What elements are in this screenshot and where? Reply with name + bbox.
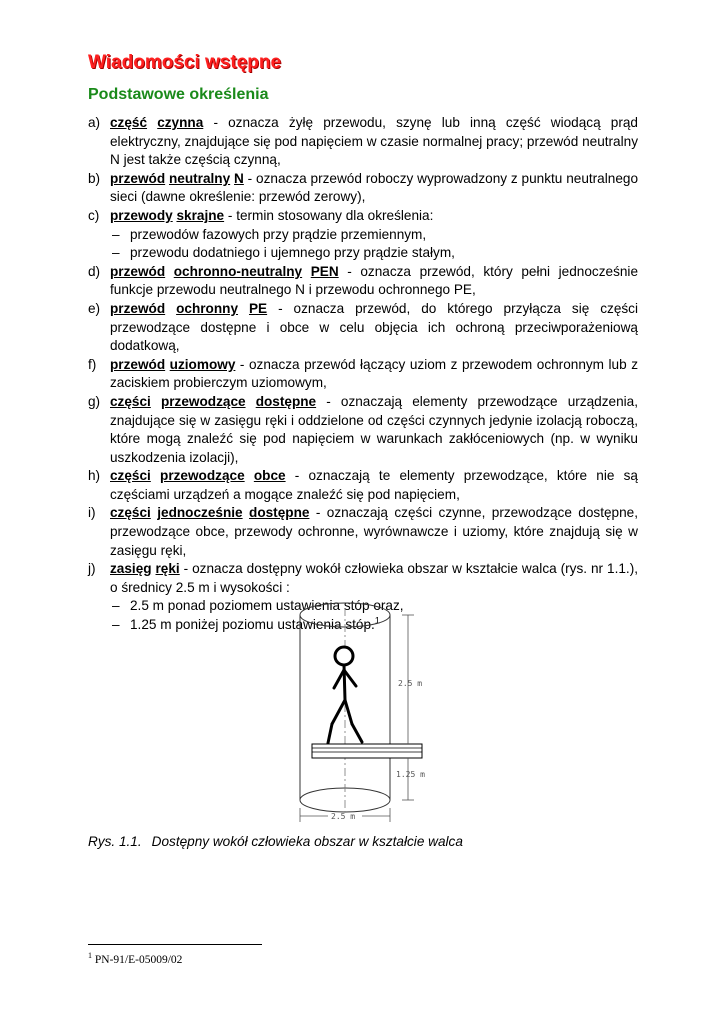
definition-item (88, 504, 638, 560)
definition-text: - oznacza przewód, który pełni jednocześnie funkcje przewodu neutralnego N i przewodu ochronnego PE, (110, 263, 639, 298)
definition-text: - oznacza przewód łączący uziom z przewodem ochronnym lub z zaciskiem probierczym uziomowym, (110, 356, 638, 391)
sub-list-item: – 2.5 m ponad poziomem ustawienia stóp oraz, (88, 597, 638, 616)
dash-bullet: – (112, 617, 120, 633)
section-title: Podstawowe określenia (88, 86, 269, 103)
definition-item (88, 114, 638, 170)
person-icon (328, 647, 362, 743)
term: obce (253, 468, 286, 484)
term: części (110, 505, 151, 521)
term: N (234, 170, 244, 186)
term: PEN (310, 263, 339, 279)
term: części (110, 393, 151, 409)
term: zasięg (110, 561, 152, 577)
footnote-text: PN-91/E-05009/02 (94, 954, 183, 966)
height-above-label: 2.5 m (398, 679, 423, 688)
footnote-ref: 1 (374, 615, 380, 626)
definition-item (88, 170, 638, 207)
item-label: e) (88, 300, 101, 316)
term: przewód (110, 170, 166, 186)
definition-text: - oznacza żyłę przewodu, szynę lub inną część wiodącą prąd elektryczny, znajdujące się pod napięciem w czasie normalnej pracy; przewód neutralny N jest także częścią czynną, (110, 115, 638, 168)
definition-text: - oznacza przewód, do którego przyłącza się części przewodzące dostępne i obce w celu objęcia ich ochroną przeciwporażeniową dodatkową, (110, 300, 639, 354)
caption-label: Rys. 1.1. (88, 834, 142, 849)
dash-bullet: – (112, 598, 120, 614)
term: jednocześnie (157, 505, 243, 521)
term: dostępne (255, 393, 317, 409)
term: przewód (110, 263, 166, 279)
cylinder-figure (290, 600, 440, 825)
item-label: c) (88, 207, 100, 223)
height-below-label: 1.25 m (396, 770, 425, 779)
definition-text: - termin stosowany dla określenia: (224, 207, 434, 223)
term: przewody (110, 207, 173, 223)
term: ochronny (176, 300, 239, 316)
definition-text: - oznaczają części czynne, przewodzące dostępne, przewodzące obce, przewody ochronne, wyrównawcze i uziomy, które znajdują się w zasięgu ręki, (110, 505, 638, 558)
definition-item (88, 263, 638, 300)
term: uziomowy (169, 356, 236, 372)
figure-caption (88, 834, 463, 849)
definition-text: - oznaczają elementy przewodzące urządzenia, znajdujące się w zasięgu ręki i oddzielone od części czynnych jedynie izolacją roboczą, które mogą znaleźć się pod napięciem w warunkach zakłóceniowych (np. w wyniku uszkodzenia izolacji), (110, 393, 638, 465)
footnote (88, 951, 183, 966)
definition-item (88, 300, 638, 356)
term: dostępne (249, 505, 310, 521)
item-label: g) (88, 393, 101, 409)
definition-item (88, 467, 638, 504)
dash-bullet: – (112, 226, 120, 242)
term: PE (248, 300, 268, 316)
sub-list-item: – przewodu dodatniego i ujemnego przy prądzie stałym, (88, 244, 638, 263)
diameter-label: 2.5 m (331, 812, 356, 821)
term: część (110, 115, 148, 130)
term: czynna (157, 115, 204, 130)
term: przewodzące (160, 393, 246, 409)
definition-text: - oznacza przewód roboczy wyprowadzony z punktu neutralnego sieci (dawne określenie: przewód zerowy), (110, 170, 638, 205)
term: ręki (155, 561, 180, 577)
item-label: j) (88, 561, 96, 577)
definition-item (88, 560, 638, 597)
footnote-number: 1 (88, 951, 92, 961)
item-label: b) (88, 170, 101, 186)
definition-item (88, 393, 638, 467)
item-label: a) (88, 115, 101, 130)
definition-text: - oznacza dostępny wokół człowieka obszar w kształcie walca (rys. nr 1.1.), o średnicy 2.5 m i wysokości : (110, 561, 638, 595)
definition-text: - oznaczają te elementy przewodzące, które nie są częściami urządzeń a mogące znaleźć się pod napięciem, (110, 468, 638, 502)
term: neutralny (168, 170, 231, 186)
footnote-divider (88, 944, 262, 945)
floor-platform (312, 744, 422, 758)
caption-text: Dostępny wokół człowieka obszar w kształcie walca (151, 834, 463, 849)
term: przewodzące (160, 468, 245, 484)
page-title: Wiadomości wstępne (88, 52, 282, 73)
sub-list-item: – 1.25 m poniżej poziomu ustawienia stóp.$^1$ (88, 616, 638, 635)
item-label: i) (88, 505, 96, 521)
term: przewód (110, 300, 166, 316)
cylinder-outline (300, 603, 390, 812)
definition-item (88, 207, 638, 226)
item-label: d) (88, 263, 101, 279)
definitions-list (88, 114, 638, 635)
term: części (110, 468, 151, 484)
item-label: f) (88, 356, 97, 372)
term: ochronno-neutralny (173, 263, 303, 279)
term: skrajne (176, 207, 225, 223)
term: przewód (110, 356, 166, 372)
item-label: h) (88, 468, 101, 484)
sub-list-item: – przewodów fazowych przy prądzie przemiennym, (88, 226, 638, 245)
definition-item (88, 356, 638, 393)
dash-bullet: – (112, 245, 120, 261)
